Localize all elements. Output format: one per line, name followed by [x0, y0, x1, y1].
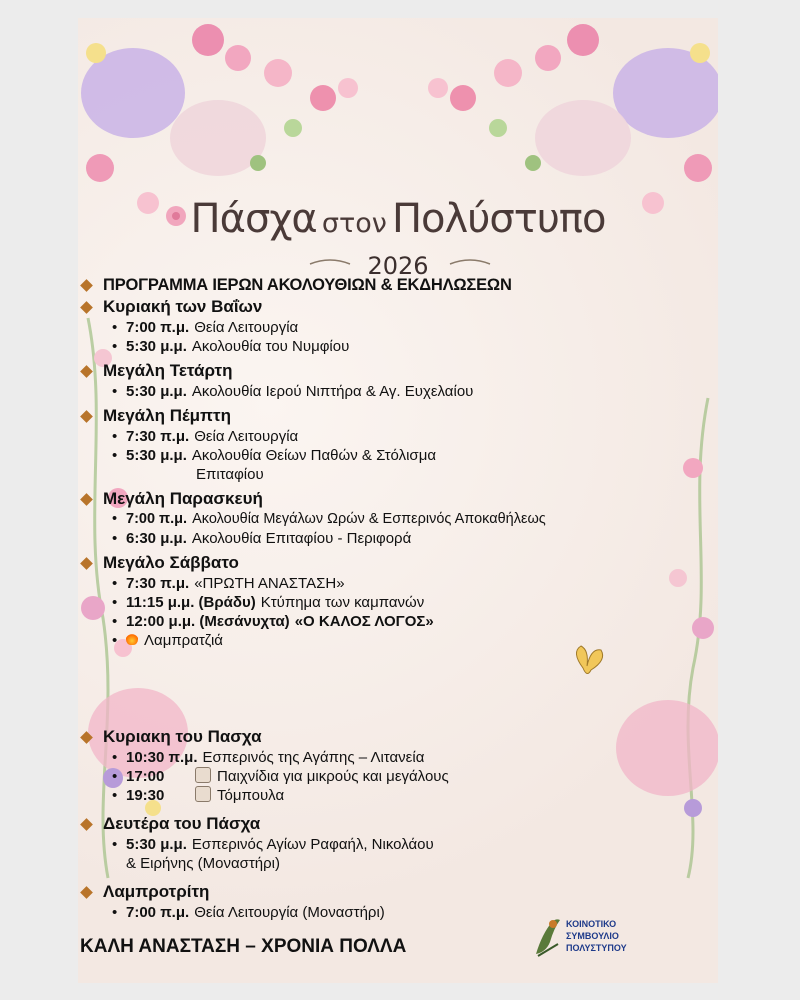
list-item: • 7:00 π.μ. Θεία Λειτουργία (Μοναστήρι): [112, 904, 385, 921]
bullet-diamond-icon: [80, 557, 93, 570]
section-title: Μεγάλη Πέμπτη: [103, 406, 232, 425]
item-time: 5:30 μ.μ.: [126, 383, 187, 400]
list-item: • 7:30 π.μ. «ΠΡΩΤΗ ΑΝΑΣΤΑΣΗ»: [112, 575, 345, 592]
item-desc: «Ο ΚΑΛΟΣ ΛΟΓΟΣ»: [294, 613, 434, 630]
bullet-diamond-icon: [80, 301, 93, 314]
program-heading: [78, 274, 638, 296]
section-heading: [78, 405, 638, 427]
bullet-diamond-icon: [80, 886, 93, 899]
item-desc: «ΠΡΩΤΗ ΑΝΑΣΤΑΣΗ»: [194, 575, 345, 592]
item-desc: Κτύπημα των καμπανών: [260, 594, 425, 611]
poster-title: [78, 196, 718, 242]
item-desc: Θεία Λειτουργία (Μοναστήρι): [194, 904, 385, 921]
list-item: • 7:30 π.μ. Θεία Λειτουργία: [112, 428, 299, 445]
section-heading: [78, 296, 638, 318]
item-time: 19:30: [126, 787, 165, 804]
list-item: • 6:30 μ.μ. Ακολουθία Επιταφίου - Περιφορά: [112, 530, 412, 547]
list-item: • 5:30 μ.μ. Ακολουθία Θείων Παθών & Στόλισμα: [112, 447, 437, 464]
section-heading: [78, 552, 638, 574]
fire-icon: [126, 631, 138, 645]
list-item: • Λαμπρατζιά: [112, 632, 223, 649]
item-time: 7:00 π.μ.: [126, 319, 190, 336]
item-time: 7:30 π.μ.: [126, 575, 190, 592]
item-time: 6:30 μ.μ.: [126, 530, 187, 547]
section-heading: [78, 360, 638, 382]
section-title: Λαμπροτρίτη: [103, 882, 210, 901]
bullet-diamond-icon: [80, 279, 93, 292]
list-item-continuation: [78, 854, 638, 873]
item-time: 11:15 μ.μ. (Βράδυ): [126, 594, 256, 611]
item-time: 7:00 π.μ.: [126, 904, 190, 921]
list-item: • 19:30 Τόμπουλα: [112, 787, 285, 804]
item-time: 12:00 μ.μ. (Μεσάνυχτα): [126, 613, 290, 630]
item-time: 5:30 μ.μ.: [126, 447, 187, 464]
section-title: Μεγάλη Παρασκευή: [103, 489, 263, 508]
program: [78, 274, 638, 922]
section-title: Δευτέρα του Πάσχα: [103, 814, 261, 833]
section-heading: [78, 813, 638, 835]
list-item: • 7:00 π.μ. Θεία Λειτουργία: [112, 319, 299, 336]
bullet-diamond-icon: [80, 410, 93, 423]
title-word-2: στον: [321, 208, 387, 239]
bird-logo-icon: [532, 914, 562, 958]
list-item: • 17:00 Παιχνίδια για μικρούς και μεγάλους: [112, 768, 449, 785]
section-heading: [78, 726, 638, 748]
item-time: 10:30 π.μ.: [126, 749, 198, 766]
section-title: Κυριακή των Βαΐων: [103, 297, 263, 316]
item-desc: Θεία Λειτουργία: [194, 428, 299, 445]
list-item: • 5:30 μ.μ. Ακολουθία Ιερού Νιπτήρα & Αγ. Ευχελαίου: [112, 383, 474, 400]
item-desc: Λαμπρατζιά: [144, 632, 223, 649]
list-item: • 5:30 μ.μ. Εσπερινός Αγίων Ραφαήλ, Νικολάου: [112, 836, 434, 853]
section-title: Μεγάλο Σάββατο: [103, 553, 239, 572]
bullet-diamond-icon: [80, 731, 93, 744]
item-desc: Εσπερινός της Αγάπης – Λιτανεία: [202, 749, 425, 766]
bullet-diamond-icon: [80, 493, 93, 506]
item-desc: & Ειρήνης (Μοναστήρι): [126, 855, 281, 872]
ticket-icon: [195, 786, 211, 802]
item-desc: Ακολουθία Ιερού Νιπτήρα & Αγ. Ευχελαίου: [191, 383, 474, 400]
item-desc: Ακολουθία Επιταφίου - Περιφορά: [191, 530, 412, 547]
clock-icon: [195, 767, 211, 783]
title-word-1: Πάσχα: [190, 196, 317, 242]
program-heading-text: ΠΡΟΓΡΑΜΜΑ ΙΕΡΩΝ ΑΚΟΛΟΥΘΙΩΝ & ΕΚΔΗΛΩΣΕΩΝ: [103, 275, 512, 294]
item-desc: Παιχνίδια για μικρούς και μεγάλους: [217, 768, 449, 785]
item-time: 5:30 μ.μ.: [126, 836, 187, 853]
list-item-continuation: [78, 465, 638, 484]
item-desc: Επιταφίου: [196, 466, 264, 483]
item-desc: Εσπερινός Αγίων Ραφαήλ, Νικολάου: [191, 836, 434, 853]
list-item: • 12:00 μ.μ. (Μεσάνυχτα) «Ο ΚΑΛΟΣ ΛΟΓΟΣ»: [112, 613, 434, 630]
item-desc: Ακολουθία Θείων Παθών & Στόλισμα: [191, 447, 437, 464]
logo-text-line: ΠΟΛΥΣΤΥΠΟΥ: [566, 943, 627, 953]
bullet-diamond-icon: [80, 365, 93, 378]
logo-text-line: ΣΥΜΒΟΥΛΙΟ: [566, 931, 619, 941]
year-text: 2026: [367, 252, 429, 280]
item-desc: Ακολουθία του Νυμφίου: [191, 338, 350, 355]
footer-greeting: ΚΑΛΗ ΑΝΑΣΤΑΣΗ – ΧΡΟΝΙΑ ΠΟΛΛΑ: [80, 936, 407, 957]
list-item: • 11:15 μ.μ. (Βράδυ) Κτύπημα των καμπανών: [112, 594, 425, 611]
item-time: 5:30 μ.μ.: [126, 338, 187, 355]
section-title: Κυριακη του Πασχα: [103, 727, 262, 746]
item-desc: Ακολουθία Μεγάλων Ωρών & Εσπερινός Αποκαθήλεως: [192, 511, 546, 527]
section-heading: [78, 488, 638, 510]
item-desc: Θεία Λειτουργία: [194, 319, 299, 336]
title-word-3: Πολύστυπο: [391, 196, 606, 242]
logo-text-line: ΚΟΙΝΟΤΙΚΟ: [566, 919, 617, 929]
list-item: • 5:30 μ.μ. Ακολουθία του Νυμφίου: [112, 338, 350, 355]
section-heading: [78, 881, 638, 903]
community-council-logo: [530, 912, 640, 962]
bullet-diamond-icon: [80, 818, 93, 831]
list-item: • 7:00 π.μ. Ακολουθία Μεγάλων Ωρών & Εσπερινός Αποκαθήλεως: [112, 511, 546, 527]
item-time: 7:00 π.μ.: [126, 511, 188, 527]
item-time: 17:00: [126, 768, 165, 785]
section-title: Μεγάλη Τετάρτη: [103, 361, 233, 380]
item-time: 7:30 π.μ.: [126, 428, 190, 445]
list-item: • 10:30 π.μ. Εσπερινός της Αγάπης – Λιτανεία: [112, 749, 425, 766]
item-desc: Τόμπουλα: [217, 787, 285, 804]
